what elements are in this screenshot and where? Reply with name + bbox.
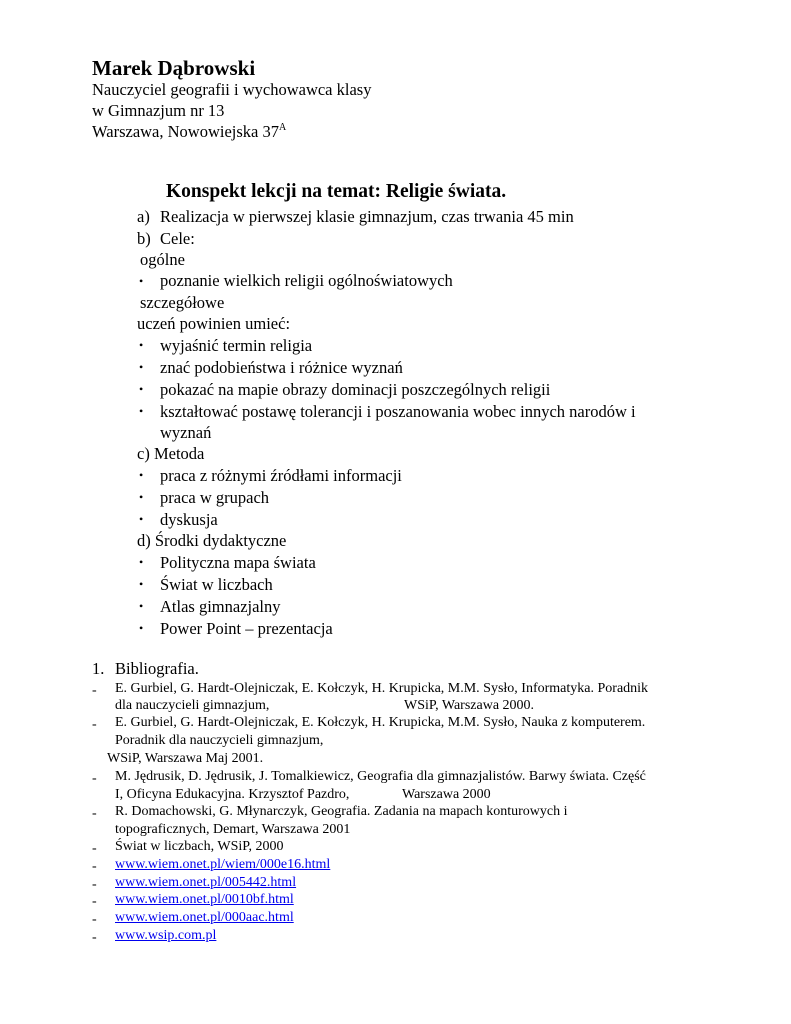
general-goals-heading: ogólne — [140, 250, 185, 269]
bullet-icon: • — [139, 468, 144, 482]
dash-icon: - — [92, 771, 97, 786]
bullet-icon: • — [139, 274, 144, 288]
dash-icon: - — [92, 683, 97, 698]
section-a-text: Realizacja w pierwszej klasie gimnazjum, czas trwania 45 min — [160, 207, 574, 226]
specific-goal-item: wyjaśnić termin religia — [160, 336, 313, 355]
bibliography-entry-continued: I, Oficyna Edukacyjna. Krzysztof Pazdro, — [115, 787, 350, 802]
method-heading: c) Metoda — [137, 444, 205, 463]
bullet-icon: • — [139, 360, 144, 374]
method-item: dyskusja — [160, 510, 218, 529]
section-a-label: a) — [137, 207, 150, 226]
bibliography-entry: E. Gurbiel, G. Hardt-Olejniczak, E. Kołczyk, H. Krupicka, M.M. Sysło, Informatyka. Poradnik — [115, 681, 649, 696]
bibliography-entry: M. Jędrusik, D. Jędrusik, J. Tomalkiewicz, Geografia dla gimnazjalistów. Barwy świata. Część — [115, 769, 646, 784]
bibliography-link[interactable]: www.wiem.onet.pl/wiem/000e16.html — [115, 857, 331, 872]
bullet-icon: • — [139, 577, 144, 591]
bibliography-entry-continued: dla nauczycieli gimnazjum, — [115, 698, 270, 713]
author-name: Marek Dąbrowski — [92, 56, 256, 80]
bibliography-entry: Świat w liczbach, WSiP, 2000 — [115, 839, 284, 854]
bullet-icon: • — [139, 512, 144, 526]
bibliography-link[interactable]: www.wiem.onet.pl/0010bf.html — [115, 892, 294, 907]
bullet-icon: • — [139, 338, 144, 352]
bibliography-link[interactable]: www.wsip.com.pl — [115, 928, 217, 943]
bibliography-entry: R. Domachowski, G. Młynarczyk, Geografia. Zadania na mapach konturowych i — [115, 804, 568, 819]
bibliography-link[interactable]: www.wiem.onet.pl/000aac.html — [115, 910, 294, 925]
bullet-icon: • — [139, 490, 144, 504]
method-item: praca w grupach — [160, 488, 270, 507]
teaching-aids-heading: d) Środki dydaktyczne — [137, 531, 287, 550]
bullet-icon: • — [139, 404, 144, 418]
bibliography-entry-city: Warszawa 2000 — [402, 787, 491, 802]
teaching-aid-item: Świat w liczbach — [160, 575, 273, 594]
bibliography-link[interactable]: www.wiem.onet.pl/005442.html — [115, 875, 297, 890]
method-item: praca z różnymi źródłami informacji — [160, 466, 402, 485]
bibliography-entry: E. Gurbiel, G. Hardt-Olejniczak, E. Kołczyk, H. Krupicka, M.M. Sysło, Nauka z komputerem. — [115, 715, 646, 730]
teaching-aid-item: Power Point – prezentacja — [160, 619, 333, 638]
section-b-text: Cele: — [160, 229, 195, 248]
specific-goals-heading: szczegółowe — [140, 293, 225, 312]
author-address: Warszawa, Nowowiejska $37^A$ — [92, 122, 287, 141]
section-b-label: b) — [137, 229, 151, 248]
dash-icon: - — [92, 894, 97, 909]
bibliography-heading: Bibliografia. — [115, 659, 199, 678]
bibliography-entry-publisher: WSiP, Warszawa 2000. — [404, 698, 535, 713]
bibliography-entry-continued: topograficznych, Demart, Warszawa 2001 — [115, 822, 351, 837]
dash-icon: - — [92, 859, 97, 874]
dash-icon: - — [92, 877, 97, 892]
dash-icon: - — [92, 841, 97, 856]
teaching-aid-item: Polityczna mapa świata — [160, 553, 316, 572]
bullet-icon: • — [139, 621, 144, 635]
student-should-text: uczeń powinien umieć: — [137, 314, 291, 333]
bibliography-entry-continued: Poradnik dla nauczycieli gimnazjum, — [115, 733, 324, 748]
lesson-title: Konspekt lekcji na temat: Religie świata. — [166, 181, 507, 202]
dash-icon: - — [92, 806, 97, 821]
dash-icon: - — [92, 912, 97, 927]
author-position: Nauczyciel geografii i wychowawca klasy — [92, 80, 372, 99]
bibliography-entry-publisher: WSiP, Warszawa Maj 2001. — [107, 751, 264, 766]
dash-icon: - — [92, 930, 97, 945]
specific-goal-item: kształtować postawę tolerancji i poszanowania wobec innych narodów i — [160, 402, 636, 421]
specific-goal-item-continued: wyznań — [160, 423, 212, 442]
teaching-aid-item: Atlas gimnazjalny — [160, 597, 281, 616]
dash-icon: - — [92, 717, 97, 732]
author-school: w Gimnazjum nr 13 — [92, 101, 225, 120]
general-goal-item: poznanie wielkich religii ogólnoświatowych — [160, 271, 453, 290]
bibliography-number: 1. — [92, 659, 105, 678]
address-superscript: A — [279, 122, 287, 133]
bullet-icon: • — [139, 555, 144, 569]
bullet-icon: • — [139, 599, 144, 613]
specific-goal-item: pokazać na mapie obrazy dominacji poszczególnych religii — [160, 380, 551, 399]
specific-goal-item: znać podobieństwa i różnice wyznań — [160, 358, 403, 377]
bullet-icon: • — [139, 382, 144, 396]
